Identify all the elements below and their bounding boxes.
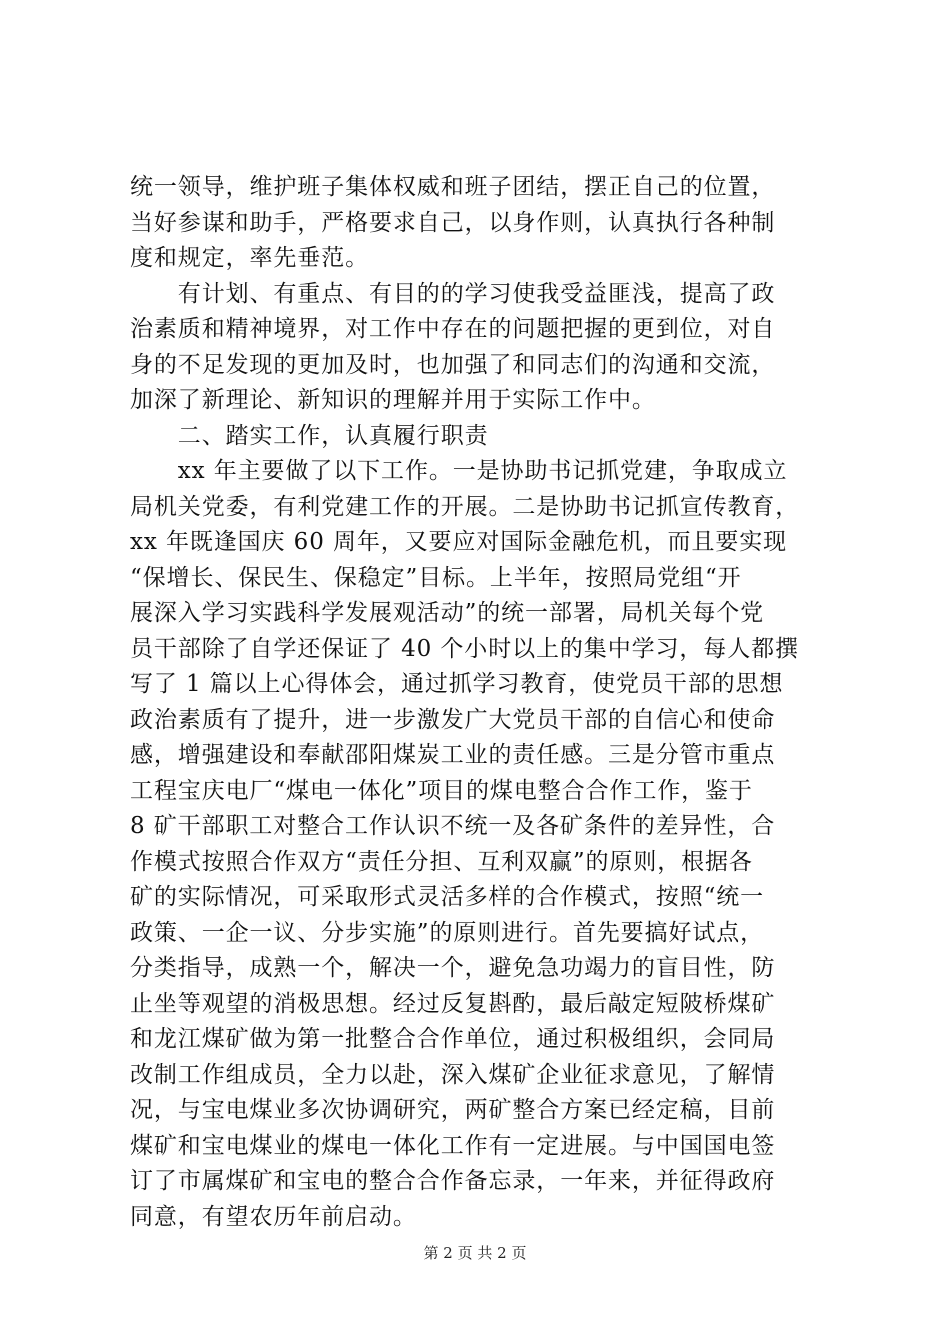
text-line: 工程宝庆电厂“煤电一体化”项目的煤电整合合作工作，鉴于	[130, 777, 753, 804]
text-line: 改制工作组成员，全力以赴，深入煤矿企业征求意见，了解情	[130, 1061, 776, 1088]
text-line: 治素质和精神境界，对工作中存在的问题把握的更到位，对自	[130, 316, 776, 342]
text-line: 政策、一企一议、分步实施”的原则进行。首先要搞好试点，	[130, 919, 765, 946]
text-line: 员干部除了自学还保证了 40 个小时以上的集中学习，每人都撰	[130, 635, 799, 662]
text-line: 当好参谋和助手，严格要求自己，以身作则，认真执行各种制	[130, 209, 776, 236]
text-line: xx 年主要做了以下工作。一是协助书记抓党建，争取成立	[130, 458, 788, 484]
text-line: 统一领导，维护班子集体权威和班子团结，摆正自己的位置，	[130, 174, 776, 200]
text-line: 订了市属煤矿和宝电的整合合作备忘录，一年来，并征得政府	[130, 1168, 776, 1194]
text-line: 展深入学习实践科学发展观活动”的统一部署，局机关每个党	[130, 600, 765, 626]
text-line: 加深了新理论、新知识的理解并用于实际工作中。	[130, 387, 656, 413]
text-line: 局机关党委，有利党建工作的开展。二是协助书记抓宣传教育，	[130, 493, 800, 520]
text-line: 写了 1 篇以上心得体会，通过抓学习教育，使党员干部的思想	[130, 671, 784, 697]
text-line: 况，与宝电煤业多次协调研究，两矿整合方案已经定稿，目前	[130, 1097, 776, 1123]
text-line: 二、踏实工作，认真履行职责	[130, 422, 489, 449]
text-line: 感，增强建设和奉献邵阳煤炭工业的责任感。三是分管市重点	[130, 742, 776, 768]
text-line: 作模式按照合作双方“责任分担、互利双赢”的原则，根据各	[130, 848, 753, 875]
text-line: 止坐等观望的消极思想。经过反复斟酌，最后敲定短陂桥煤矿	[130, 990, 776, 1017]
text-line: 分类指导，成熟一个，解决一个，避免急功竭力的盲目性，防	[130, 955, 776, 981]
text-line: 有计划、有重点、有目的的学习使我受益匪浅，提高了政	[130, 280, 776, 307]
text-line: 同意，有望农历年前启动。	[130, 1203, 417, 1230]
text-line: “保增长、保民生、保稳定”目标。上半年，按照局党组“开	[130, 564, 742, 591]
body-text	[130, 170, 830, 1235]
text-line: 和龙江煤矿做为第一批整合合作单位，通过积极组织，会同局	[130, 1026, 776, 1052]
page-footer: 第 2 页 共 2 页	[423, 1244, 527, 1262]
text-line: 矿的实际情况，可采取形式灵活多样的合作模式，按照“统一	[130, 884, 765, 910]
text-line: 煤矿和宝电煤业的煤电一体化工作有一定进展。与中国国电签	[130, 1132, 776, 1159]
text-line: 度和规定，率先垂范。	[130, 245, 369, 271]
text-line: 政治素质有了提升，进一步激发广大党员干部的自信心和使命	[130, 706, 776, 733]
text-line: xx 年既逢国庆 60 周年，又要应对国际金融危机，而且要实现	[130, 529, 788, 555]
text-line: 8 矿干部职工对整合工作认识不统一及各矿条件的差异性，合	[130, 813, 776, 839]
text-line: 身的不足发现的更加及时，也加强了和同志们的沟通和交流，	[130, 351, 776, 378]
